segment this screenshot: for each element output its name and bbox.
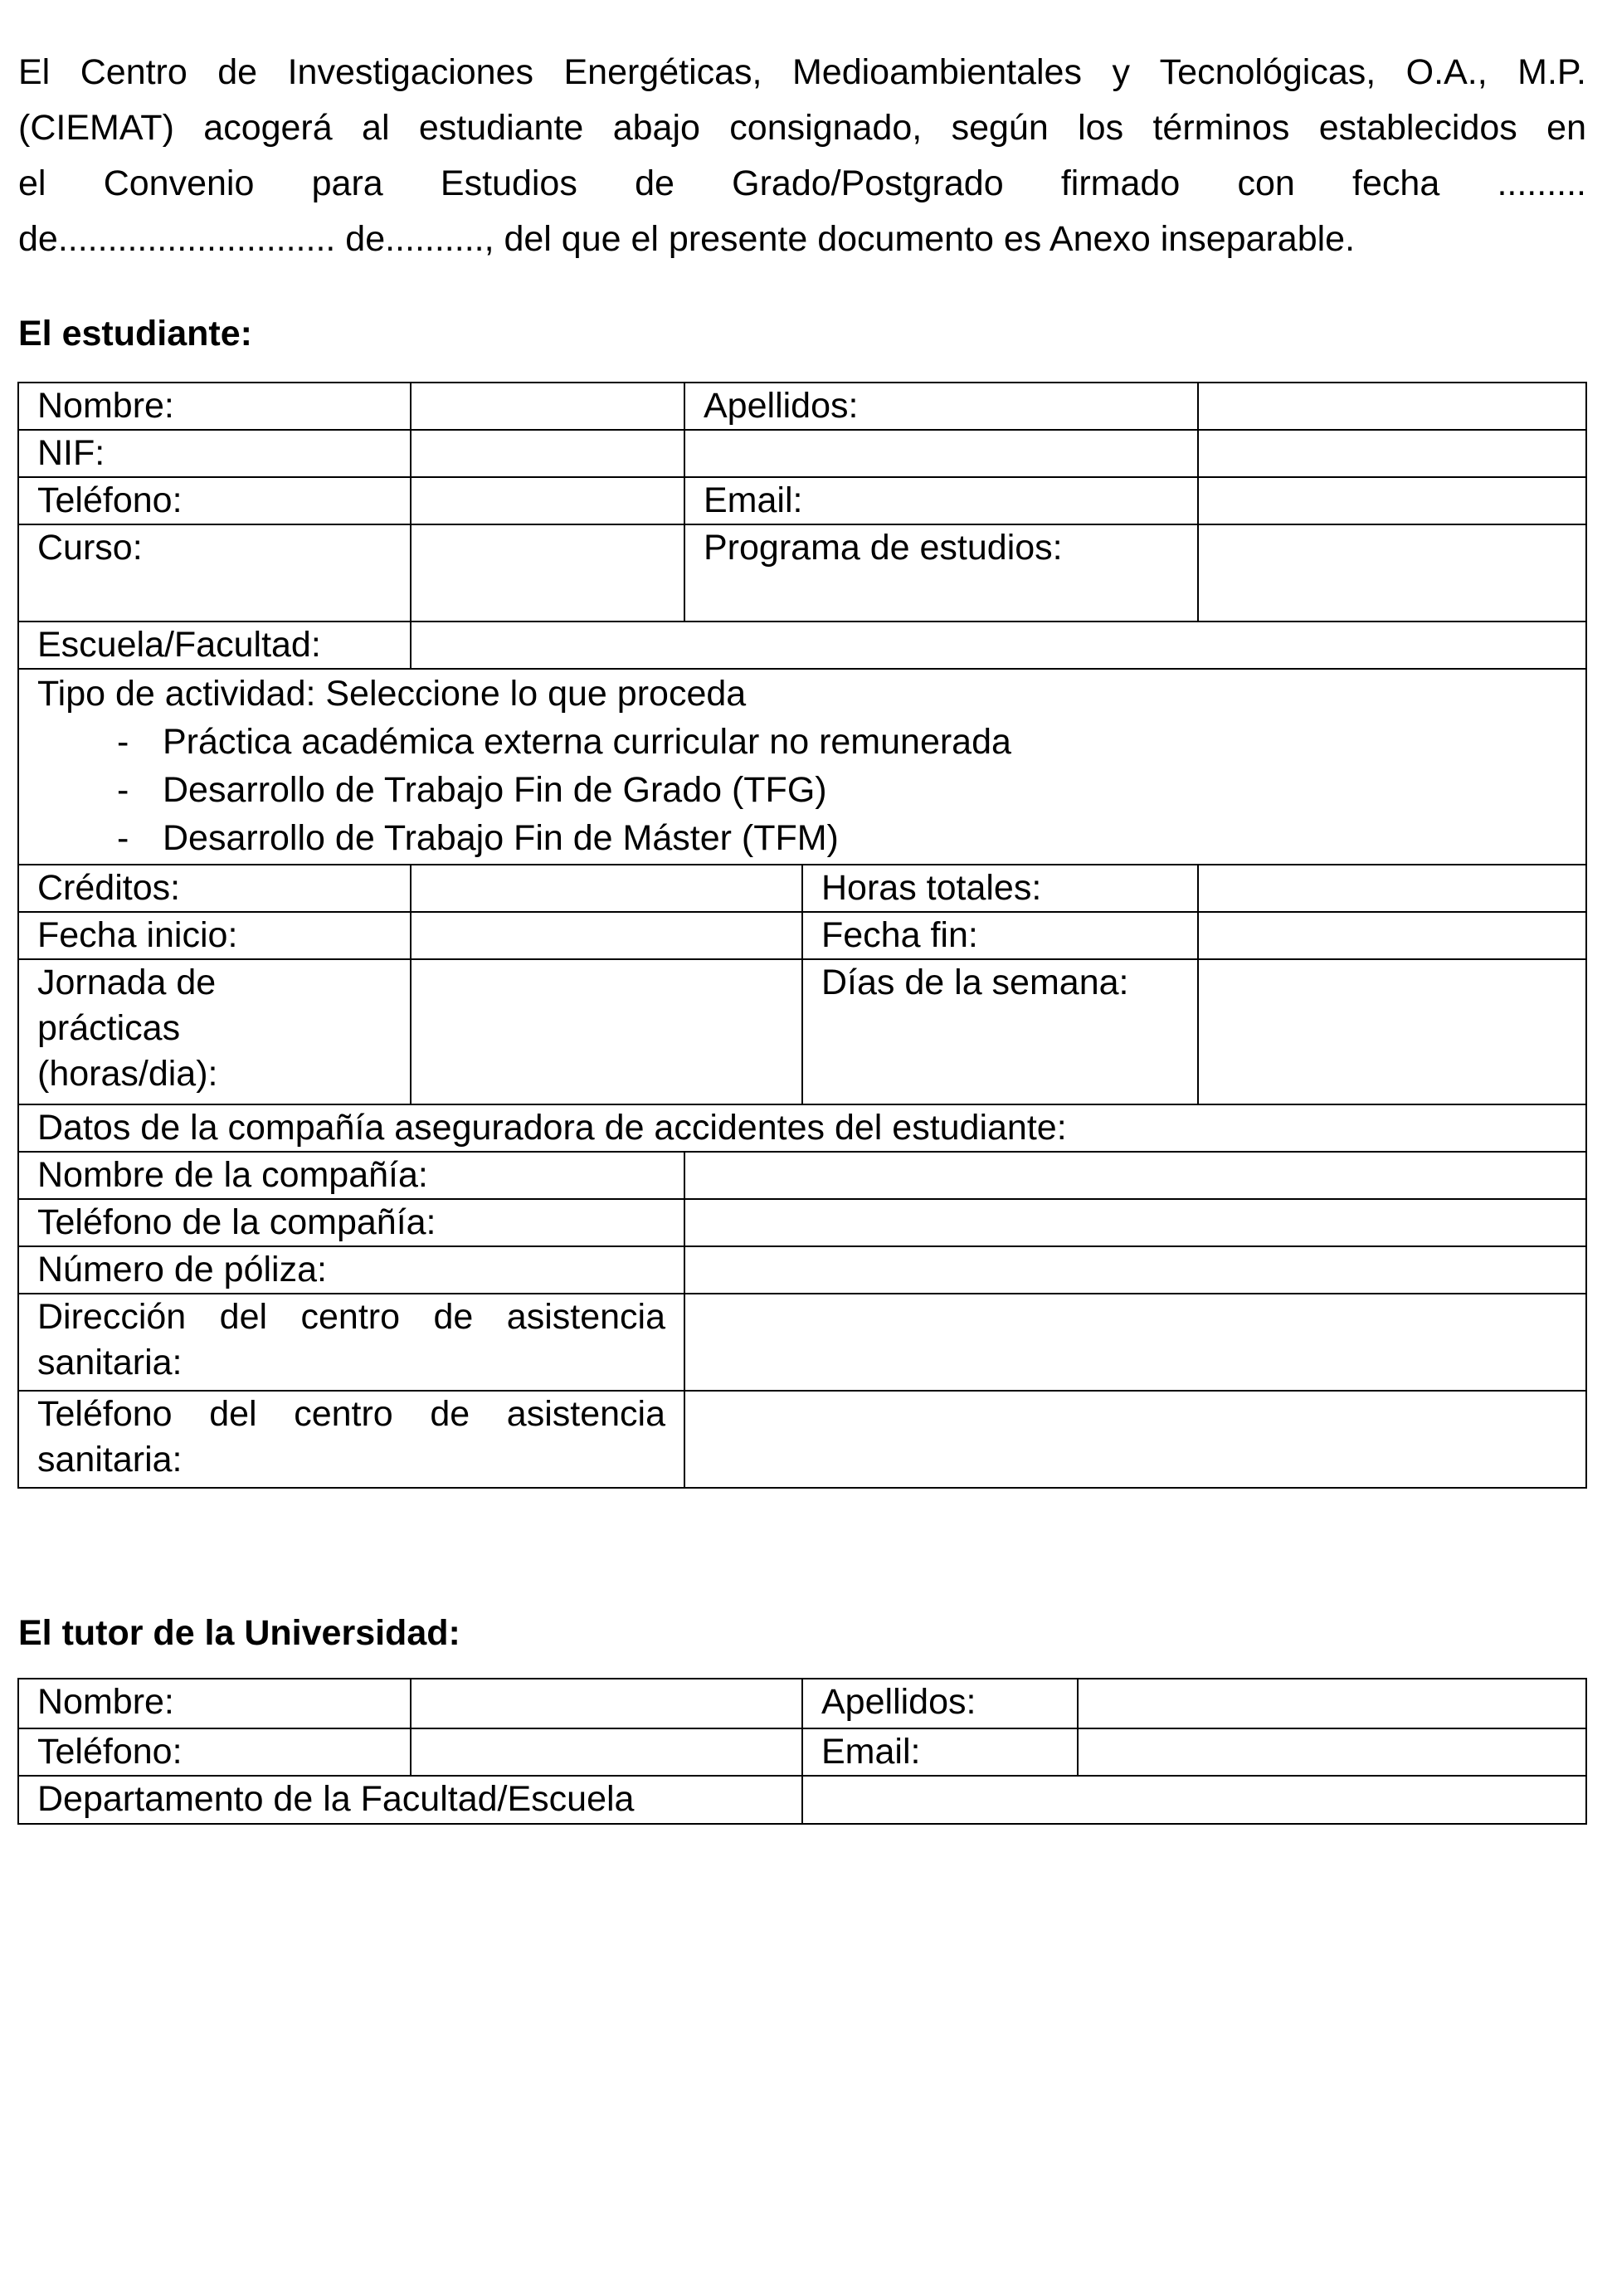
table-row <box>18 430 1586 477</box>
activity-label: Desarrollo de Trabajo Fin de Grado (TFG) <box>163 770 827 810</box>
field-fecha-inicio[interactable] <box>411 912 802 959</box>
table-row <box>18 383 1586 430</box>
label-nif: NIF: <box>18 430 411 477</box>
table-row <box>18 524 1586 622</box>
label-telefono: Teléfono: <box>18 477 411 524</box>
intro-line-2: (CIEMAT) acogerá al estudiante abajo consignado, según los términos establecidos en <box>18 108 1586 148</box>
tutor-heading: El tutor de la Universidad: <box>18 1613 460 1653</box>
field-curso[interactable] <box>411 524 684 622</box>
table-row <box>18 477 1586 524</box>
field-telefono-compania[interactable] <box>684 1199 1586 1246</box>
label-telefono-centro: Teléfono del centro de asistencia sanitaria: <box>18 1391 684 1488</box>
label-numero-poliza: Número de póliza: <box>18 1246 684 1294</box>
dash-bullet: - <box>117 818 129 858</box>
table-row <box>18 622 1586 669</box>
label-tutor-departamento: Departamento de la Facultad/Escuela <box>18 1776 802 1824</box>
table-row <box>18 912 1586 959</box>
label-nombre: Nombre: <box>18 383 411 430</box>
dash-bullet: - <box>117 722 129 762</box>
tutor-table <box>17 1678 1587 1825</box>
field-tutor-telefono[interactable] <box>411 1728 802 1776</box>
field-nombre-compania[interactable] <box>684 1152 1586 1199</box>
table-row <box>18 1679 1586 1728</box>
dash-bullet: - <box>117 770 129 810</box>
blank-cell <box>1198 430 1586 477</box>
label-escuela: Escuela/Facultad: <box>18 622 411 669</box>
label-email: Email: <box>684 477 1198 524</box>
field-nif[interactable] <box>411 430 684 477</box>
label-curso: Curso: <box>18 524 411 622</box>
label-fecha-inicio: Fecha inicio: <box>18 912 411 959</box>
activity-option[interactable] <box>37 718 1585 766</box>
label-programa: Programa de estudios: <box>684 524 1198 622</box>
field-tutor-email[interactable] <box>1078 1728 1586 1776</box>
blank-cell <box>684 430 1198 477</box>
intro-paragraph <box>18 45 1586 267</box>
table-row <box>18 865 1586 912</box>
label-tutor-apellidos: Apellidos: <box>802 1679 1078 1728</box>
activity-label: Desarrollo de Trabajo Fin de Máster (TFM) <box>163 818 839 858</box>
label-tutor-nombre: Nombre: <box>18 1679 411 1728</box>
activity-option[interactable] <box>37 766 1585 814</box>
label-apellidos: Apellidos: <box>684 383 1198 430</box>
field-jornada[interactable] <box>411 959 802 1104</box>
field-programa[interactable] <box>1198 524 1586 622</box>
label-direccion-centro: Dirección del centro de asistencia sanitaria: <box>18 1294 684 1391</box>
label-jornada: Jornada de prácticas (horas/dia): <box>18 959 411 1104</box>
student-table <box>17 382 1587 1489</box>
label-fecha-fin: Fecha fin: <box>802 912 1198 959</box>
label-tutor-telefono: Teléfono: <box>18 1728 411 1776</box>
field-telefono-centro[interactable] <box>684 1391 1586 1488</box>
field-direccion-centro[interactable] <box>684 1294 1586 1391</box>
intro-line-1: El Centro de Investigaciones Energéticas, Medioambientales y Tecnológicas, O.A., M.P. <box>18 52 1586 92</box>
activity-option[interactable] <box>37 814 1585 862</box>
activity-list <box>37 718 1585 862</box>
field-email[interactable] <box>1198 477 1586 524</box>
intro-line-3: el Convenio para Estudios de Grado/Postgrado firmado con fecha ......... <box>18 163 1586 203</box>
table-row <box>18 1152 1586 1199</box>
label-dias-semana: Días de la semana: <box>802 959 1198 1104</box>
activity-cell <box>18 669 1586 865</box>
table-row <box>18 1199 1586 1246</box>
student-heading: El estudiante: <box>18 314 252 353</box>
table-row <box>18 669 1586 865</box>
field-tutor-nombre[interactable] <box>411 1679 802 1728</box>
field-fecha-fin[interactable] <box>1198 912 1586 959</box>
label-tipo-actividad: Tipo de actividad: Seleccione lo que proceda <box>37 674 747 714</box>
field-tutor-apellidos[interactable] <box>1078 1679 1586 1728</box>
label-telefono-compania: Teléfono de la compañía: <box>18 1199 684 1246</box>
table-row <box>18 1776 1586 1824</box>
field-numero-poliza[interactable] <box>684 1246 1586 1294</box>
label-aseguradora: Datos de la compañía aseguradora de accidentes del estudiante: <box>18 1104 1586 1152</box>
field-dias-semana[interactable] <box>1198 959 1586 1104</box>
label-creditos: Créditos: <box>18 865 411 912</box>
label-nombre-compania: Nombre de la compañía: <box>18 1152 684 1199</box>
label-horas-totales: Horas totales: <box>802 865 1198 912</box>
field-escuela[interactable] <box>411 622 1586 669</box>
field-creditos[interactable] <box>411 865 802 912</box>
table-row <box>18 1728 1586 1776</box>
table-row <box>18 1391 1586 1488</box>
field-apellidos[interactable] <box>1198 383 1586 430</box>
intro-line-4: de............................ de.........., del que el presente documento es Anexo inseparable. <box>18 219 1356 259</box>
table-row <box>18 1294 1586 1391</box>
field-tutor-departamento[interactable] <box>802 1776 1586 1824</box>
activity-label: Práctica académica externa curricular no remunerada <box>163 722 1011 762</box>
label-tutor-email: Email: <box>802 1728 1078 1776</box>
field-nombre[interactable] <box>411 383 684 430</box>
field-horas-totales[interactable] <box>1198 865 1586 912</box>
table-row <box>18 1246 1586 1294</box>
field-telefono[interactable] <box>411 477 684 524</box>
table-row <box>18 1104 1586 1152</box>
table-row <box>18 959 1586 1104</box>
